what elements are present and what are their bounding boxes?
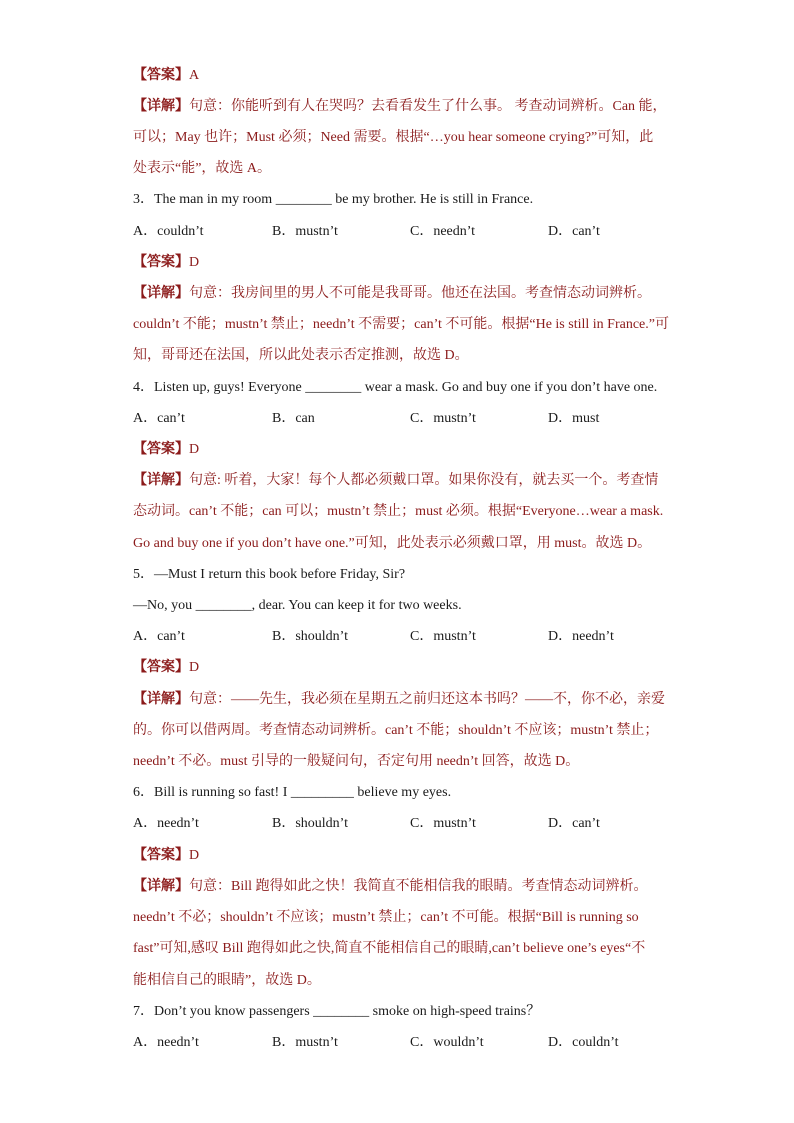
answer-tag: 【答案】 xyxy=(133,442,189,457)
explanation-line: 的。你可以借两周。考查情态动词辨析。can’t 不能；shouldn’t 不应该；mustn’t 禁止； xyxy=(133,723,659,738)
explanation-line xyxy=(133,878,673,896)
question-7-stem: 7．Don’t you know passengers ________ smoke on high-speed trains？ xyxy=(133,1004,541,1019)
option-c: C．mustn’t xyxy=(410,816,476,831)
explanation-line: fast”可知,感叹 Bill 跑得如此之快,简直不能相信自己的眼睛,can’t believe one’s eyes“不 xyxy=(133,941,646,956)
question-5-reply: —No, you ________, dear. You can keep it for two weeks. xyxy=(133,598,462,613)
option-a: A．couldn’t xyxy=(133,224,204,239)
explanation-text: 句意：我房间里的男人不可能是我哥哥。他还在法国。考查情态动词辨析。 xyxy=(189,286,651,301)
answer-value: D xyxy=(189,660,200,675)
option-c: C．wouldn’t xyxy=(410,1035,484,1050)
answer-line xyxy=(133,254,673,272)
option-a: A．can’t xyxy=(133,411,185,426)
explanation-tag: 【详解】 xyxy=(133,473,189,488)
explanation-line: 能相信自己的眼睛”，故选 D。 xyxy=(133,973,321,988)
explanation-line: 可以；May 也许；Must 必须；Need 需要。根据“…you hear someone crying?”可知，此 xyxy=(133,130,654,145)
option-c: C．mustn’t xyxy=(410,411,476,426)
answer-tag: 【答案】 xyxy=(133,848,189,863)
explanation-tag: 【详解】 xyxy=(133,692,189,707)
option-a: A．can’t xyxy=(133,629,185,644)
option-b: B．can xyxy=(272,411,315,426)
question-6-stem: 6．Bill is running so fast! I _________ believe my eyes. xyxy=(133,785,452,800)
option-c: C．needn’t xyxy=(410,224,476,239)
explanation-line xyxy=(133,98,673,116)
option-b: B．mustn’t xyxy=(272,1035,338,1050)
question-4-stem: 4．Listen up, guys! Everyone ________ wear a mask. Go and buy one if you don’t have one. xyxy=(133,380,658,395)
answer-line xyxy=(133,847,673,865)
answer-tag: 【答案】 xyxy=(133,660,189,675)
explanation-line xyxy=(133,472,673,490)
option-b: B．shouldn’t xyxy=(272,629,348,644)
answer-tag: 【答案】 xyxy=(133,68,189,83)
option-d: D．must xyxy=(548,411,600,426)
explanation-text: 句意：Bill 跑得如此之快！我简直不能相信我的眼睛。考查情态动词辨析。 xyxy=(189,879,648,894)
explanation-line: needn’t 不必；shouldn’t 不应该；mustn’t 禁止；can’t 不可能。根据“Bill is running so xyxy=(133,910,639,925)
explanation-tag: 【详解】 xyxy=(133,286,189,301)
explanation-line xyxy=(133,285,673,303)
question-3-stem: 3．The man in my room ________ be my brother. He is still in France. xyxy=(133,192,534,207)
option-d: D．can’t xyxy=(548,816,600,831)
explanation-line: couldn’t 不能；mustn’t 禁止；needn’t 不需要；can’t 不可能。根据“He is still in France.”可 xyxy=(133,317,669,332)
answer-value: D xyxy=(189,848,200,863)
option-a: A．needn’t xyxy=(133,1035,199,1050)
explanation-text: 句意: 听着，大家！每个人都必须戴口罩。如果你没有，就去买一个。考查情 xyxy=(189,473,659,488)
answer-value: D xyxy=(189,442,200,457)
answer-line xyxy=(133,67,673,85)
answer-value: D xyxy=(189,255,200,270)
option-d: D．can’t xyxy=(548,224,600,239)
explanation-line xyxy=(133,691,673,709)
answer-tag: 【答案】 xyxy=(133,255,189,270)
explanation-line: 处表示“能”，故选 A。 xyxy=(133,161,272,176)
explanation-tag: 【详解】 xyxy=(133,879,189,894)
answer-value: A xyxy=(189,68,200,83)
explanation-line: Go and buy one if you don’t have one.”可知，此处表示必须戴口罩，用 must。故选 D。 xyxy=(133,536,652,551)
explanation-line: 知，哥哥还在法国，所以此处表示否定推测，故选 D。 xyxy=(133,348,469,363)
explanation-tag: 【详解】 xyxy=(133,99,189,114)
option-b: B．mustn’t xyxy=(272,224,338,239)
explanation-text: 句意：你能听到有人在哭吗？去看看发生了什么事。 考查动词辨析。Can 能， xyxy=(189,99,667,114)
explanation-line: needn’t 不必。must 引导的一般疑问句，否定句用 needn’t 回答，故选 D。 xyxy=(133,754,580,769)
option-d: D．couldn’t xyxy=(548,1035,619,1050)
answer-line xyxy=(133,659,673,677)
explanation-line: 态动词。can’t 不能；can 可以；mustn’t 禁止；must 必须。根据“Everyone…wear a mask. xyxy=(133,504,664,519)
option-a: A．needn’t xyxy=(133,816,199,831)
question-5-stem: 5．—Must I return this book before Friday, Sir? xyxy=(133,567,406,582)
answer-line xyxy=(133,441,673,459)
option-c: C．mustn’t xyxy=(410,629,476,644)
explanation-text: 句意：——先生，我必须在星期五之前归还这本书吗？——不，你不必，亲爱 xyxy=(189,692,665,707)
option-d: D．needn’t xyxy=(548,629,614,644)
option-b: B．shouldn’t xyxy=(272,816,348,831)
